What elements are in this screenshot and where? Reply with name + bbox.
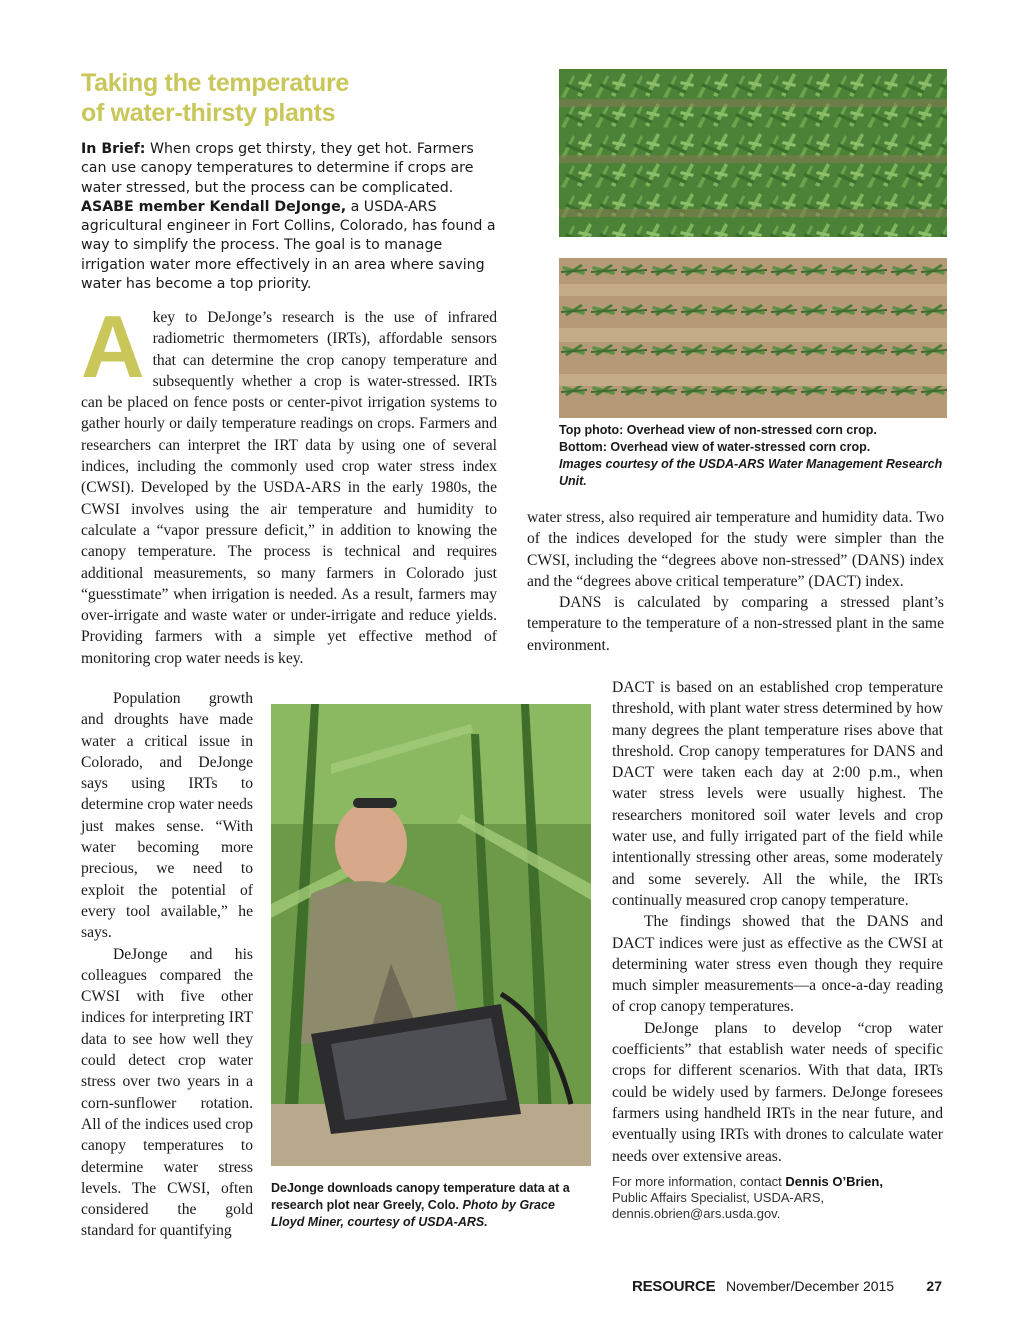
body-column-right-top (527, 507, 944, 656)
paragraph-1: key to DeJonge’s research is the use of infrared radiometric thermometers (IRTs), affordable sensors that can determine the crop canopy temperature and subsequently whether a crop is water-stressed. IRTs can be placed on fence posts or center-pivot irrigation systems to gather hourly or daily temperature readings on crops. Farmers and researchers can interpret the IRT data by using one of several indices, including the commonly used crop water stress index (CWSI). Developed by the USDA-ARS in the early 1980s, the CWSI involves using the air temperature and humidity to calculate a “vapor pressure deficit,” in addition to knowing the canopy temperature. The process is technical and requires additional measurements, so many farmers in Colorado just “guesstimate” when irrigation is needed. As a result, farmers may over-irrigate and waste water or under-irrigate and reduce yields. Providing farmers with a simple yet effective method of monitoring crop water needs is key. (81, 309, 497, 667)
brief-text-1: When crops get thirsty, they get hot. Farmers can use canopy temperatures to determine if crops are water stressed, but the process can be complicated. (81, 141, 474, 196)
brief-bold: ASABE member Kendall DeJonge, (81, 198, 347, 215)
in-brief (81, 140, 501, 294)
contact-email[interactable]: dennis.obrien@ars.usda.gov. (612, 1206, 781, 1221)
caption-line-2: Bottom: Overhead view of water-stressed corn crop. (559, 440, 871, 454)
field-caption-credit: Photo by Grace Lloyd Miner, courtesy of USDA-ARS. (271, 1198, 555, 1229)
caption-line-1: Top photo: Overhead view of non-stressed corn crop. (559, 423, 877, 437)
page-footer (632, 1278, 942, 1295)
photo-non-stressed-corn (559, 69, 947, 237)
contact-prefix: For more information, contact (612, 1174, 786, 1189)
contact-info (612, 1174, 942, 1222)
paragraph-4-rest: DACT is based on an established crop temperature threshold, with plant water stress determined by how many degrees the plant temperature rises above that threshold. Crop canopy temperatures for DANS and DACT were taken each day at 2:00 p.m., when water stress levels were usually highest. The researchers monitored soil water levels and crop water use, and fully irrigated part of the field while intentionally stressing other areas, some moderately and some severely. All the while, the IRTs continually measured crop canopy temperature. (612, 679, 943, 909)
body-column-left-narrow (81, 688, 253, 1242)
body-column-right-lower (612, 677, 943, 1167)
caption-field-photo (271, 1180, 589, 1231)
photo-dejonge-in-field (271, 704, 591, 1166)
brief-label: In Brief: (81, 141, 146, 157)
brief-text-2: a USDA-ARS agricultural engineer in Fort Collins, Colorado, has found a way to simplify the process. The goal is to manage irrigation water more effectively in an area where saving water has become a top priority. (81, 198, 496, 293)
corn-canopy-illustration-top (559, 69, 947, 237)
paragraph-4-top: DANS is calculated by comparing a stressed plant’s temperature to the temperature of a non-stressed plant in the same environment. (527, 594, 944, 654)
field-scene-illustration (271, 704, 591, 1166)
contact-title: Public Affairs Specialist, USDA-ARS, (612, 1190, 825, 1205)
magazine-name: RESOURCE (632, 1278, 716, 1295)
caption-credit: Images courtesy of the USDA-ARS Water Management Research Unit. (559, 457, 943, 488)
title-line-1: Taking the temperature (81, 69, 349, 97)
paragraph-3: DeJonge and his colleagues compared the CWSI with five other indices for interpreting IRT data to see how well they could detect crop water stress over two years in a corn-sunflower rotation. All of the indices used crop canopy temperatures to determine water stress levels. The CWSI, often considered the gold standard for quantifying (81, 945, 253, 1240)
issue-date: November/December 2015 (726, 1278, 895, 1294)
paragraph-6: DeJonge plans to develop “crop water coefficients” that establish water needs of specific crops for different scenarios. With that data, IRTs could be widely used by farmers. DeJonge foresees farmers using handheld IRTs in the near future, and eventually using IRTs with drones to calculate water needs over extensive areas. (612, 1019, 943, 1165)
paragraph-3-continued: water stress, also required air temperature and humidity data. Two of the indices developed for the study were simpler than the CWSI, including the “degrees above non-stressed” (DANS) index and the “degrees above critical temperature” (DACT) index. (527, 509, 944, 590)
photo-water-stressed-corn (559, 258, 947, 418)
field-caption-text: DeJonge downloads canopy temperature data at a research plot near Greely, Colo. (271, 1181, 570, 1212)
caption-top-photos (559, 422, 949, 490)
paragraph-2: Population growth and droughts have made water a critical issue in Colorado, and DeJonge says using IRTs to determine crop water needs just makes sense. “With water becoming more precious, we need to exploit the potential of every tool available,” he says. (81, 690, 253, 942)
page-number: 27 (926, 1278, 942, 1294)
drop-cap: A (81, 297, 145, 396)
title-line-2: of water-thirsty plants (81, 99, 336, 127)
paragraph-5: The findings showed that the DANS and DACT indices were just as effective as the CWSI at determining water stress even though they require much simpler measurements—a once-a-day reading of crop canopy temperatures. (612, 913, 943, 1016)
body-column-left-top (81, 297, 497, 669)
article-title (81, 68, 521, 128)
corn-canopy-illustration-bottom (559, 258, 947, 418)
contact-name: Dennis O’Brien, (785, 1174, 883, 1189)
